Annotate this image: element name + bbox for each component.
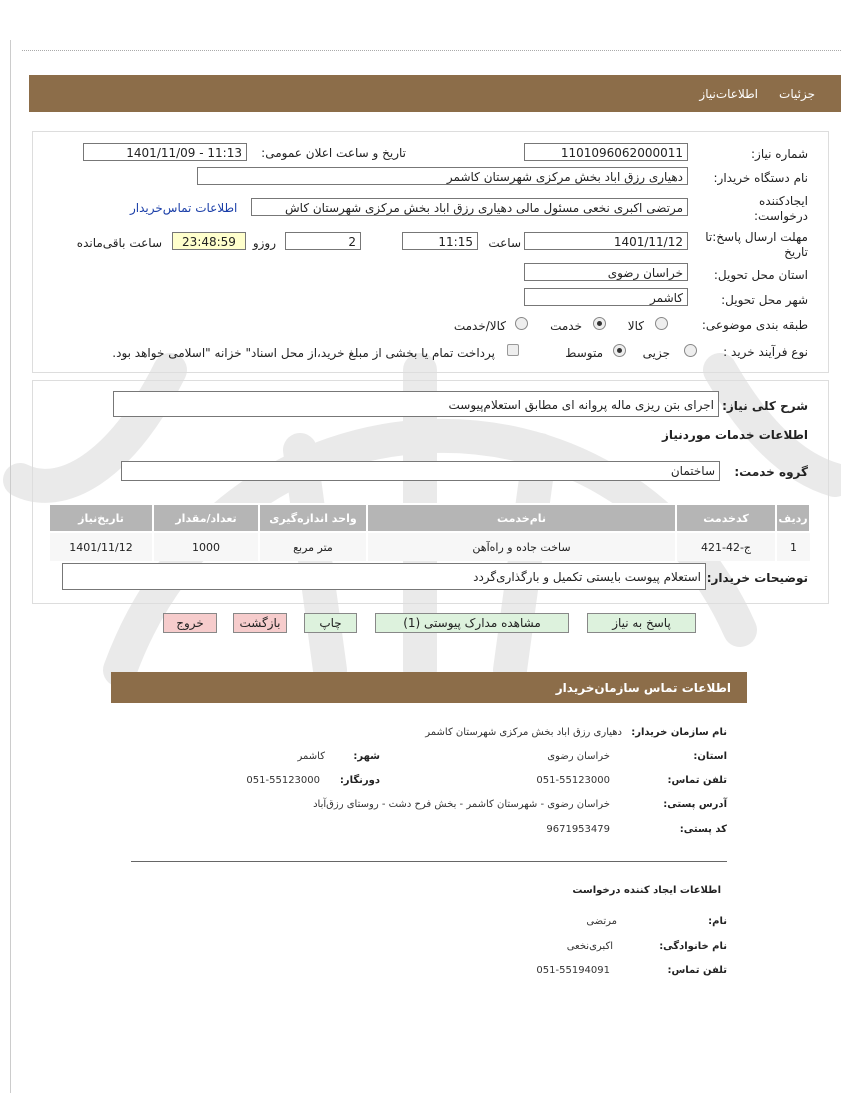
org-contact-header [111,672,747,703]
creator-field: مرتضی اکبری نخعی مسئول مالی دهیاری رزق اباد بخش مرکزی شهرستان کاش [251,198,688,216]
city-field: کاشمر [524,288,688,306]
view-attachments-button[interactable]: مشاهده مدارک پیوستی (1) [375,613,569,633]
need-number-label: شماره نیاز: [751,147,808,161]
buyer-org-field: دهیاری رزق اباد بخش مرکزی شهرستان کاشمر [197,167,688,185]
treasury-checkbox[interactable] [507,344,519,356]
province-field: خراسان رضوی [524,263,688,281]
creator-contact-heading: اطلاعات ایجاد کننده درخواست [572,885,721,896]
cell-service-code: ج-42-421 [676,532,776,561]
process-small-radio[interactable] [684,344,697,357]
deadline-label: مهلت ارسال پاسخ:تا [705,230,808,244]
creator-label: ایجادکننده [759,194,808,208]
services-heading: اطلاعات خدمات موردنیاز [661,428,808,442]
org-postal-value: 9671953479 [546,824,610,835]
col-service-name: نام‌خدمت [367,504,676,532]
cell-need-date: 1401/11/12 [49,532,153,561]
org-province-value: خراسان رضوی [547,751,610,762]
cell-unit: متر مربع [259,532,367,561]
creator-phone-label: تلفن تماس: [667,965,727,976]
org-phone-label: تلفن تماس: [667,775,727,786]
process-medium-label: متوسط [565,346,603,360]
table-header-row [49,504,810,532]
service-group-field: ساختمان [121,461,720,481]
city-label: شهر محل تحویل: [721,293,808,307]
category-service-radio[interactable] [593,317,606,330]
col-row: ردیف [776,504,810,532]
category-goods-radio[interactable] [655,317,668,330]
treasury-note: پرداخت تمام یا بخشی از مبلغ خرید،از محل اسناد" خزانه "اسلامی خواهد بود. [112,346,495,360]
category-goods-label: کالا [627,319,644,333]
announce-date-field: 1401/11/09 - 11:13 [83,143,247,161]
org-fax-value: 051-55123000 [246,775,320,786]
creator-name-value: مرتضی [586,916,617,927]
col-unit: واحد اندازه‌گیری [259,504,367,532]
general-desc-field: اجرای بتن ریزی ماله پروانه ای مطابق استعلام‌پیوست [113,391,719,417]
col-need-date: تاریخ‌نیاز [49,504,153,532]
process-medium-radio[interactable] [613,344,626,357]
category-goods-service-radio[interactable] [515,317,528,330]
days-field: 2 [285,232,361,250]
cell-quantity: 1000 [153,532,259,561]
exit-button[interactable]: خروج [163,613,217,633]
days-label: روزو [252,236,276,250]
org-city-value: کاشمر [297,751,325,762]
province-label: استان محل تحویل: [713,268,808,282]
creator-name-label: نام: [708,916,727,927]
print-button[interactable]: چاپ [304,613,357,633]
deadline-time-label: ساعت [488,236,521,250]
process-small-label: جزیی [642,346,670,360]
deadline-label-2: تاریخ [784,245,808,259]
remaining-label: ساعت باقی‌مانده [76,236,162,250]
org-name-label: نام سازمان خریدار: [631,727,727,738]
org-name-value: دهیاری رزق اباد بخش مرکزی شهرستان کاشمر [425,727,622,738]
category-service-label: خدمت [550,319,582,333]
creator-label-2: درخواست: [754,209,808,223]
org-phone-value: 051-55123000 [536,775,610,786]
table-row [49,532,810,561]
left-rule [10,40,11,1093]
buyer-contact-link[interactable]: اطلاعات تماس‌خریدار [130,201,238,215]
category-goods-service-label: کالا/خدمت [453,319,506,333]
tab-need-info[interactable]: اطلاعات‌نیاز [699,87,758,101]
org-postal-label: کد پستی: [679,824,727,835]
services-table [48,503,811,561]
buyer-org-label: نام دستگاه خریدار: [713,171,808,185]
org-fax-label: دورنگار: [339,775,380,786]
process-type-label: نوع فرآیند خرید : [723,345,808,359]
tab-details[interactable]: جزئیات [779,87,815,101]
org-address-value: خراسان رضوی - شهرستان کاشمر - بخش فرح دشت - روستای رزق‌آباد [313,799,610,810]
deadline-date-field: 1401/11/12 [524,232,688,250]
category-label: طبقه بندی موضوعی: [701,318,808,332]
need-number-field: 1101096062000011 [524,143,688,161]
back-button[interactable]: بازگشت [233,613,287,633]
col-service-code: کدخدمت [676,504,776,532]
deadline-time-field: 11:15 [402,232,478,250]
org-city-label: شهر: [353,751,380,762]
org-address-label: آدرس پستی: [663,799,727,810]
service-group-label: گروه خدمت: [734,465,808,479]
details-header-bar [29,75,841,112]
org-contact-heading: اطلاعات تماس سازمان‌خریدار [555,681,731,695]
col-quantity: تعداد/مقدار [153,504,259,532]
org-province-label: استان: [693,751,727,762]
creator-family-label: نام خانوادگی: [659,941,727,952]
buyer-notes-label: توضیحات خریدار: [706,571,808,585]
cell-service-name: ساخت جاده و راه‌آهن [367,532,676,561]
remaining-time-field: 23:48:59 [172,232,246,250]
announce-date-label: تاریخ و ساعت اعلان عمومی: [261,146,406,160]
general-desc-label: شرح کلی نیاز: [722,399,808,413]
creator-family-value: اکبری‌نخعی [566,941,613,952]
buyer-notes-field: استعلام پیوست بایستی تکمیل و بارگذاری‌گردد [62,563,706,590]
top-dotted-divider [22,50,841,51]
reply-button[interactable]: پاسخ به نیاز [587,613,696,633]
cell-row: 1 [776,532,810,561]
creator-phone-value: 051-55194091 [536,965,610,976]
contact-divider [131,861,727,862]
